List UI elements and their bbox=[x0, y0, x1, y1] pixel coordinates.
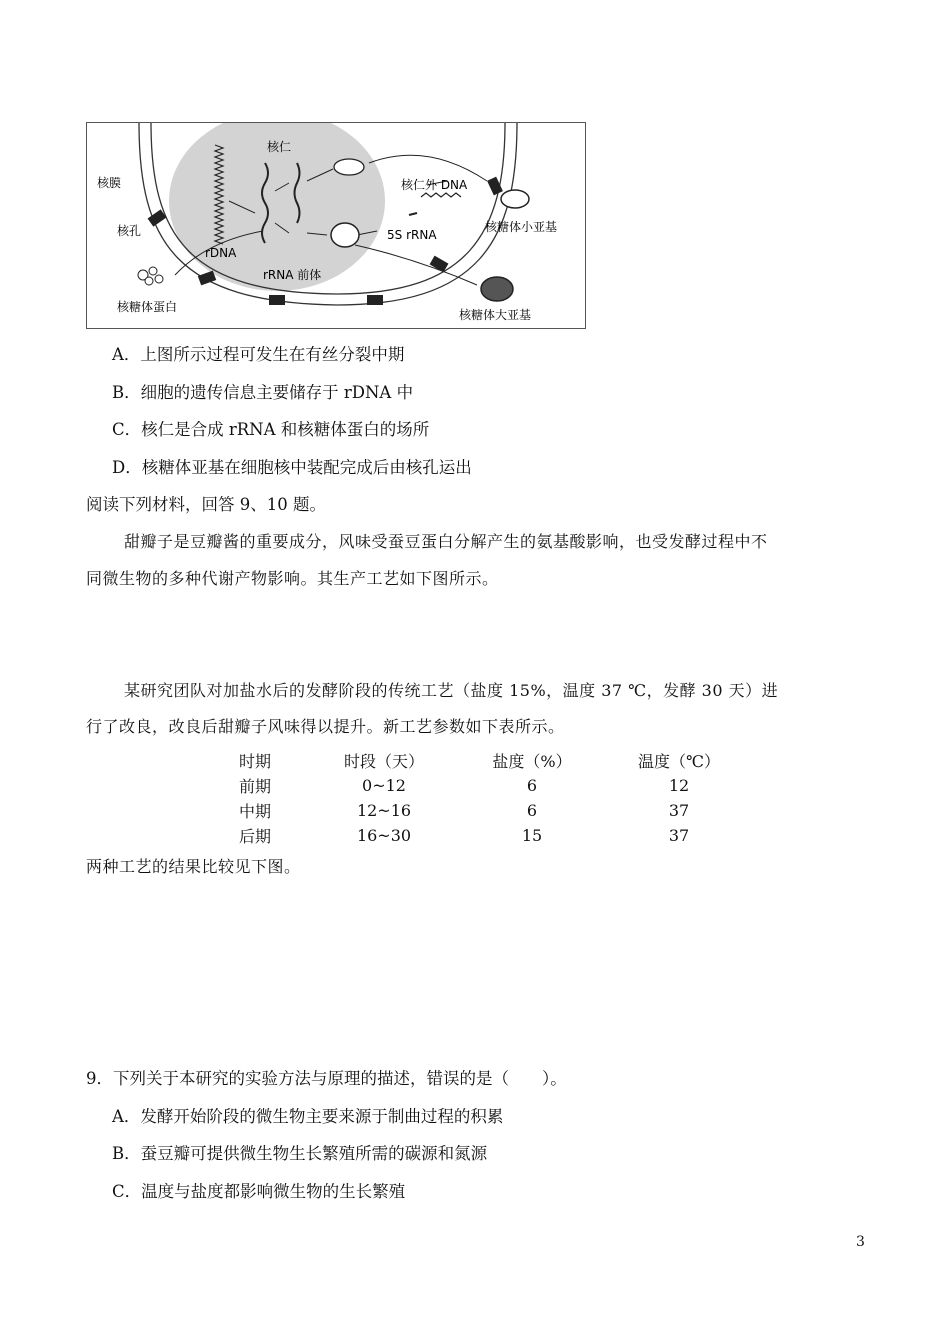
label-rdna: rDNA bbox=[205, 246, 237, 260]
large-subunit-particle bbox=[481, 277, 513, 301]
table-row bbox=[200, 773, 752, 798]
label-ribosomal-protein: 核糖体蛋白 bbox=[117, 300, 178, 314]
q9-stem: 9．下列关于本研究的实验方法与原理的描述，错误的是（ ）。 bbox=[86, 1069, 567, 1088]
label-5s-rrna: 5S rRNA bbox=[387, 228, 437, 242]
table-cell: 中期 bbox=[238, 802, 271, 821]
small-subunit-particle bbox=[501, 190, 529, 208]
label-nuclear-membrane: 核膜 bbox=[97, 176, 122, 190]
table-header: 时段（天） bbox=[343, 752, 424, 771]
label-large-subunit: 核糖体大亚基 bbox=[459, 308, 532, 322]
table-cell: 6 bbox=[526, 776, 538, 795]
table-cell: 12 bbox=[668, 776, 690, 795]
table-header: 时期 bbox=[238, 752, 271, 771]
ribosome-diagram bbox=[87, 123, 585, 328]
paragraph2-line1: 某研究团队对加盐水后的发酵阶段的传统工艺（盐度 15%，温度 37 ℃，发酵 30 天）进 bbox=[124, 681, 779, 700]
label-rrna-precursor: rRNA 前体 bbox=[263, 268, 322, 282]
paragraph1-line2: 同微生物的多种代谢产物影响。其生产工艺如下图所示。 bbox=[86, 569, 499, 588]
q9-option-a: A．发酵开始阶段的微生物主要来源于制曲过程的积累 bbox=[112, 1107, 504, 1126]
nuclear-pore bbox=[367, 295, 383, 305]
page-number: 3 bbox=[856, 1234, 865, 1250]
table-cell: 0~12 bbox=[362, 776, 406, 795]
q8-option-b: B．细胞的遗传信息主要储存于 rDNA 中 bbox=[112, 383, 414, 402]
table-cell: 16~30 bbox=[356, 826, 412, 845]
q8-option-a: A．上图所示过程可发生在有丝分裂中期 bbox=[112, 345, 405, 364]
table-cell: 6 bbox=[526, 801, 538, 820]
paragraph2-line2: 行了改良，改良后甜瓣子风味得以提升。新工艺参数如下表所示。 bbox=[86, 717, 565, 736]
q9-option-b: B．蚕豆瓣可提供微生物生长繁殖所需的碳源和氮源 bbox=[112, 1144, 488, 1163]
nuclear-pore bbox=[269, 295, 285, 305]
paragraph1-line1: 甜瓣子是豆瓣酱的重要成分，风味受蚕豆蛋白分解产生的氨基酸影响，也受发酵过程中不 bbox=[124, 532, 768, 551]
extranucleolar-dna-coil bbox=[421, 193, 461, 197]
ribosome-assembly-figure bbox=[86, 122, 586, 329]
q8-option-d: D．核糖体亚基在细胞核中装配完成后由核孔运出 bbox=[112, 458, 472, 477]
ribosomal-protein-cluster bbox=[138, 267, 163, 285]
table-cell: 15 bbox=[521, 826, 543, 845]
label-small-subunit: 核糖体小亚基 bbox=[485, 220, 558, 234]
q9-option-c: C．温度与盐度都影响微生物的生长繁殖 bbox=[112, 1182, 406, 1201]
table-cell: 前期 bbox=[238, 777, 271, 796]
process-parameter-table bbox=[200, 748, 752, 848]
table-row bbox=[200, 798, 752, 823]
table-row bbox=[200, 823, 752, 848]
material-intro: 阅读下列材料，回答 9、10 题。 bbox=[86, 495, 326, 514]
pre-large-subunit bbox=[331, 223, 359, 247]
table-cell: 37 bbox=[668, 826, 690, 845]
label-nuclear-pore: 核孔 bbox=[117, 224, 142, 238]
q8-option-c: C．核仁是合成 rRNA 和核糖体蛋白的场所 bbox=[112, 420, 430, 439]
table-header: 盐度（%） bbox=[492, 752, 572, 771]
table-header-row bbox=[200, 748, 752, 773]
label-extranucleolar-dna: 核仁外 DNA bbox=[401, 178, 468, 192]
5s-rrna-mark bbox=[409, 213, 417, 215]
label-nucleolus: 核仁 bbox=[267, 140, 292, 154]
table-header: 温度（℃） bbox=[638, 752, 720, 771]
table-cell: 后期 bbox=[238, 827, 271, 846]
comparison-note: 两种工艺的结果比较见下图。 bbox=[86, 857, 301, 876]
pre-small-subunit bbox=[334, 159, 364, 175]
table-cell: 37 bbox=[668, 801, 690, 820]
table-cell: 12~16 bbox=[356, 801, 412, 820]
